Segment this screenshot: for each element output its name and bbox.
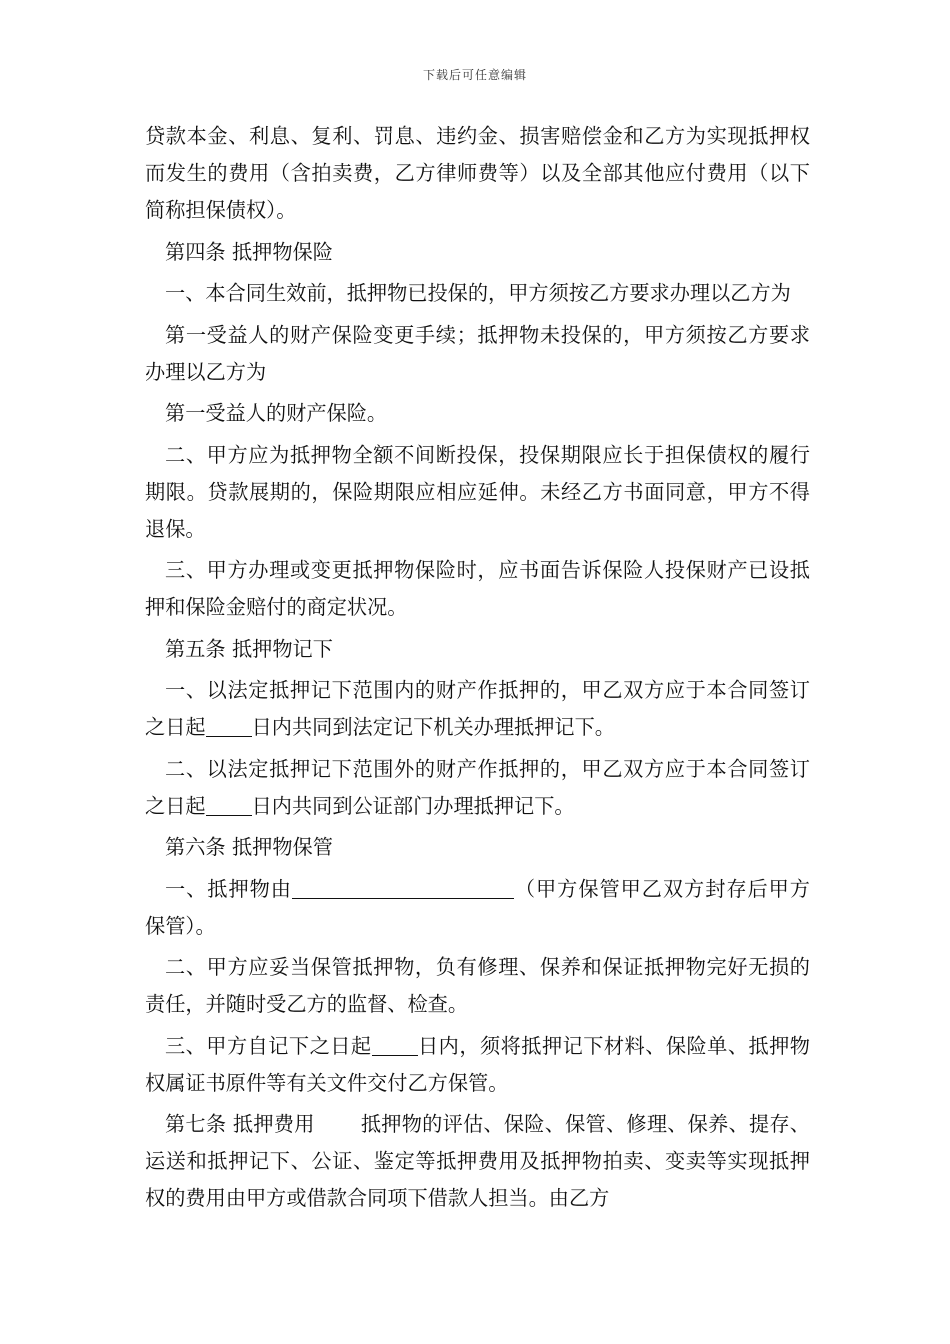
clause-text: 日内，须将抵押记下材料、保险单、抵押物权属证书原件等有关文件交付乙方保管。	[145, 1033, 810, 1095]
article-6-clause-3	[145, 1028, 810, 1102]
article-4-clause-3: 三、甲方办理或变更抵押物保险时，应书面告诉保险人投保财产已设抵押和保险金赔付的商定状况。	[145, 558, 810, 619]
clause-text: 日内共同到法定记下机关办理抵押记下。	[251, 715, 615, 739]
page-header: 下载后可任意编辑	[422, 68, 527, 82]
article-4-clause-1-cont: 第一受益人的财产保险变更手续；抵押物未投保的，甲方须按乙方要求办理以乙方为	[145, 322, 810, 384]
paragraph-guaranteed-claims: 贷款本金、利息、复利、罚息、违约金、损害赔偿金和乙方为实现抵押权而发生的费用（含拍卖费，乙方律师费等）以及全部其他应付费用（以下简称担保债权）。	[145, 124, 810, 222]
article-7-title: 第七条 抵押费用	[165, 1112, 315, 1136]
clause-text: 一、以法定抵押记下范围内的财产作抵押的，甲乙双方应于本合同签订之日起	[145, 678, 810, 739]
article-7	[145, 1106, 810, 1217]
clause-text: 日内共同到公证部门办理抵押记下。	[251, 793, 575, 818]
article-4-clause-1-end: 第一受益人的财产保险。	[165, 401, 388, 425]
article-6-clause-1	[145, 871, 810, 945]
article-6-clause-2: 二、甲方应妥当保管抵押物，负有修理、保养和保证抵押物完好无损的责任，并随时受乙方的监督、检查。	[145, 955, 810, 1016]
article-4-clause-1: 一、本合同生效前，抵押物已投保的，甲方须按乙方要求办理以乙方为	[165, 281, 791, 305]
clause-text: 二、以法定抵押记下范围外的财产作抵押的，甲乙双方应于本合同签订之日起	[145, 756, 810, 818]
clause-text: 三、甲方自记下之日起	[165, 1033, 372, 1058]
fill-blank-days[interactable]	[206, 716, 252, 737]
article-4-title: 第四条 抵押物保险	[165, 239, 333, 264]
article-4-clause-2: 二、甲方应为抵押物全额不间断投保，投保期限应长于担保债权的履行期限。贷款展期的，保险期限应相应延伸。未经乙方书面同意，甲方不得退保。	[145, 442, 810, 541]
article-5-clause-1	[145, 672, 810, 746]
article-5-title: 第五条 抵押物记下	[165, 636, 333, 661]
clause-text: 一、抵押物由	[165, 876, 292, 901]
fill-blank-days[interactable]	[372, 1034, 418, 1055]
clause-text: 抵押物的评估、保险、保管、修理、保养、提存、运送和抵押记下、公证、鉴定等抵押费用及抵押物拍卖、变卖等实现抵押权的费用由甲方或借款合同项下借款人担当。由乙方	[145, 1112, 810, 1210]
fill-blank-days[interactable]	[206, 794, 252, 815]
article-5-clause-2	[145, 751, 810, 825]
document-body	[145, 118, 810, 1222]
fill-blank-custodian[interactable]	[292, 877, 514, 898]
clause-text: （甲方保管甲乙双方封存后甲方保管）。	[145, 876, 810, 938]
article-6-title: 第六条 抵押物保管	[165, 835, 333, 859]
